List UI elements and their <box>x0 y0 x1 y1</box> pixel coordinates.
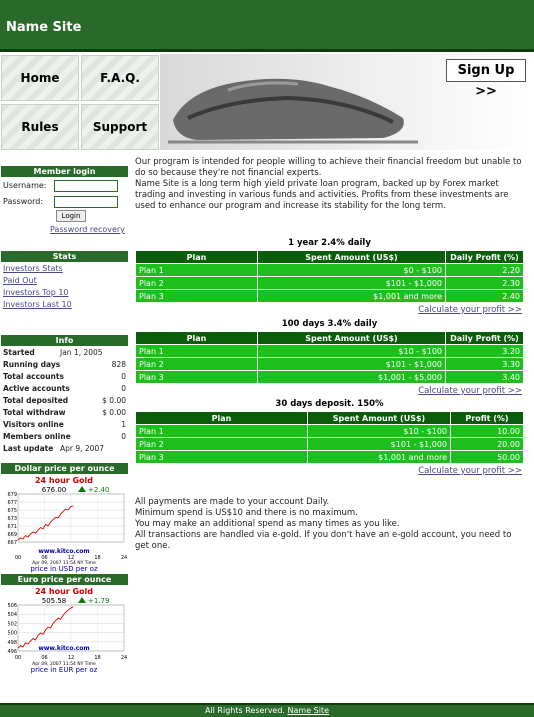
plan-cell: Plan 3 <box>136 290 258 303</box>
password-recovery-link[interactable]: Password recovery <box>50 225 125 234</box>
username-label: Username: <box>3 181 47 190</box>
info-row <box>3 444 126 455</box>
info-value: Jan 1, 2005 <box>60 348 103 357</box>
plan-cell: Plan 2 <box>136 438 308 451</box>
calculate-profit-link[interactable]: Calculate your profit >> <box>418 466 522 476</box>
plan-cell: Plan 1 <box>136 264 258 277</box>
intro-paragraph: Name Site is a long term high yield private loan program, backed up by Forex market trading and investing in various funds and activities. Profits from these investments are used to enhance our program and increase its stability for the long term. <box>135 179 509 211</box>
gold-chart-xtick: 00 <box>14 555 22 561</box>
info-value: $ 0.00 <box>102 408 126 417</box>
intro-paragraph: Our program is intended for people willing to achieve their financial freedom but unable to do so because they're not financial experts. <box>135 157 522 178</box>
footer-text: All Rights Reserved. <box>204 706 285 715</box>
shoe-image <box>168 60 418 146</box>
gold-chart-price: 505.58 <box>41 597 67 605</box>
plan-header-cell: Plan <box>136 412 308 425</box>
footer-site-link[interactable]: Name Site <box>287 706 330 715</box>
plan-cell: 2.30 <box>446 277 524 290</box>
gold-chart-title: 24 hour Gold <box>34 476 94 485</box>
plan-cell: Plan 3 <box>136 451 308 464</box>
plan-table <box>135 331 524 384</box>
plan-cell: $1,001 and more <box>308 451 451 464</box>
plan-cell: 2.40 <box>446 290 524 303</box>
login-button[interactable]: Login <box>56 210 86 222</box>
info-row <box>3 348 126 359</box>
gold-chart-xtick: 12 <box>67 655 75 661</box>
password-input[interactable] <box>54 196 118 208</box>
gold-chart-ytick: 502 <box>7 621 17 628</box>
info-row <box>3 372 126 383</box>
info-value: 0 <box>121 432 126 441</box>
gold-chart-xtick: 06 <box>41 655 48 661</box>
stats-link-top-10[interactable]: Investors Top 10 <box>3 288 69 297</box>
table-row <box>136 438 524 451</box>
info-row <box>3 420 126 431</box>
plan-table-header <box>136 251 524 264</box>
plan-header-cell: Daily Profit (%) <box>446 251 524 264</box>
plan-cell: Plan 2 <box>136 277 258 290</box>
gold-chart-change: +2.40 <box>88 486 110 494</box>
nav-rules-label: Rules <box>21 120 59 134</box>
gold-chart-xtick: 24 <box>120 655 128 661</box>
table-row <box>136 358 524 371</box>
gold-chart-date: Apr 09, 2007 11:54 NY Time <box>32 561 96 566</box>
plan-header-cell: Profit (%) <box>451 412 524 425</box>
gold-chart-change: +1.79 <box>88 597 110 605</box>
signup-button[interactable]: Sign Up >> <box>446 59 526 82</box>
info-heading: Info <box>1 335 128 346</box>
gold-chart-title: 24 hour Gold <box>34 587 94 596</box>
info-label: Active accounts <box>3 384 70 393</box>
plan-title: 1 year 2.4% daily <box>288 238 371 248</box>
nav-home-label: Home <box>20 71 60 85</box>
plan-cell: 3.30 <box>446 358 524 371</box>
gold-chart-plot <box>7 603 127 661</box>
dollar-gold-chart-svg <box>2 476 126 572</box>
gold-chart-xtick: 18 <box>94 555 101 561</box>
info-row <box>3 408 126 419</box>
username-input[interactable] <box>54 180 118 192</box>
info-row <box>3 432 126 443</box>
plan-cell: Plan 2 <box>136 358 258 371</box>
gold-chart-ytick: 498 <box>7 639 17 646</box>
terms-text <box>135 497 527 552</box>
gold-chart-ytick: 506 <box>7 603 17 609</box>
plan-title: 30 days deposit. 150% <box>275 399 384 409</box>
gold-chart-ytick: 500 <box>7 630 17 637</box>
plan-cell: Plan 3 <box>136 371 258 384</box>
info-label: Started <box>3 348 35 357</box>
info-row <box>3 360 126 371</box>
euro-gold-chart <box>2 587 126 683</box>
plan-header-cell: Spent Amount (US$) <box>308 412 451 425</box>
plan-cell: $10 - $100 <box>258 345 446 358</box>
table-row <box>136 264 524 277</box>
plan-title: 100 days 3.4% daily <box>281 319 378 329</box>
nav-home-button[interactable] <box>1 55 79 101</box>
plan-cell: 3.40 <box>446 371 524 384</box>
table-row <box>136 345 524 358</box>
plan-header-cell: Daily Profit (%) <box>446 332 524 345</box>
info-value: 1 <box>121 420 126 429</box>
gold-chart-site: www.kitco.com <box>38 548 90 555</box>
table-row <box>136 290 524 303</box>
euro-gold-chart-svg <box>2 587 126 683</box>
site-title: Name Site <box>6 20 82 35</box>
plan-header-cell: Plan <box>136 332 258 345</box>
info-value: $ 0.00 <box>102 396 126 405</box>
stats-link-last-10[interactable]: Investors Last 10 <box>3 300 72 309</box>
nav-support-label: Support <box>92 120 148 134</box>
calculate-profit-link[interactable]: Calculate your profit >> <box>418 305 522 315</box>
plan-cell: $101 - $1,000 <box>308 438 451 451</box>
nav-faq-button[interactable] <box>81 55 159 101</box>
plan-cell: Plan 1 <box>136 345 258 358</box>
info-label: Total withdraw <box>3 408 66 417</box>
gold-chart-ytick: 667 <box>7 540 17 546</box>
intro-text <box>135 157 527 212</box>
dollar-gold-chart <box>2 476 126 572</box>
gold-chart-ytick: 675 <box>7 508 17 514</box>
plan-cell: $101 - $1,000 <box>258 277 446 290</box>
site-footer <box>0 703 534 717</box>
plan-header-cell: Spent Amount (US$) <box>258 332 446 345</box>
table-row <box>136 371 524 384</box>
plan-cell: $0 - $100 <box>258 264 446 277</box>
gold-chart-ytick: 496 <box>7 649 17 655</box>
table-row <box>136 451 524 464</box>
plan-cell: $1,001 - $5,000 <box>258 371 446 384</box>
euro-price-heading: Euro price per ounce <box>1 574 128 585</box>
password-label: Password: <box>3 197 44 206</box>
terms-line: You may make an additional spend as many times as you like. <box>135 519 400 529</box>
info-value: 828 <box>111 360 126 369</box>
plan-cell: 50.00 <box>451 451 524 464</box>
info-label: Last update <box>3 444 54 453</box>
info-value: Apr 9, 2007 <box>60 444 104 453</box>
info-value: 0 <box>121 372 126 381</box>
gold-chart-ytick: 504 <box>7 612 17 619</box>
stats-link-investors-stats[interactable]: Investors Stats <box>3 264 63 273</box>
gold-chart-ytick: 679 <box>7 492 17 498</box>
plan-cell: 20.00 <box>451 438 524 451</box>
plan-cell: 2.20 <box>446 264 524 277</box>
calculate-profit-link[interactable]: Calculate your profit >> <box>418 386 522 396</box>
info-row <box>3 396 126 407</box>
plan-cell: $101 - $1,000 <box>258 358 446 371</box>
gold-chart-xtick: 06 <box>41 555 48 561</box>
plan-cell: $10 - $100 <box>308 425 451 438</box>
nav-support-button[interactable] <box>81 104 159 150</box>
stats-heading: Stats <box>1 251 128 262</box>
gold-chart-caption: price in USD per oz <box>30 565 98 573</box>
plan-cell: 10.00 <box>451 425 524 438</box>
info-label: Total accounts <box>3 372 64 381</box>
nav-faq-label: F.A.Q. <box>100 71 140 85</box>
nav-rules-button[interactable] <box>1 104 79 150</box>
dollar-price-heading: Dollar price per ounce <box>1 463 128 474</box>
gold-chart-site: www.kitco.com <box>38 645 90 652</box>
plan-cell: 3.20 <box>446 345 524 358</box>
terms-line: Minimum spend is US$10 and there is no maximum. <box>135 508 358 518</box>
gold-chart-caption: price in EUR per oz <box>30 666 98 674</box>
plan-header-cell: Spent Amount (US$) <box>258 251 446 264</box>
gold-chart-ytick: 671 <box>7 524 17 530</box>
gold-chart-xtick: 18 <box>94 655 101 661</box>
gold-chart-xtick: 24 <box>120 555 128 561</box>
site-header <box>0 0 534 52</box>
terms-line: All transactions are handled via e-gold. If you don't have an e-gold account, you need to get one. <box>135 530 512 551</box>
gold-chart-xtick: 12 <box>67 555 75 561</box>
stats-link-paid-out[interactable]: Paid Out <box>3 276 37 285</box>
plan-table-header <box>136 412 524 425</box>
info-label: Members online <box>3 432 71 441</box>
gold-chart-date: Apr 09, 2007 11:54 NY Time <box>32 662 96 667</box>
info-label: Running days <box>3 360 61 369</box>
gold-chart-ytick: 669 <box>7 532 17 538</box>
member-login-heading: Member login <box>1 166 128 177</box>
plan-table-header <box>136 332 524 345</box>
info-label: Visitors online <box>3 420 64 429</box>
terms-line: All payments are made to your account Daily. <box>135 497 330 507</box>
plan-cell: Plan 1 <box>136 425 308 438</box>
info-label: Total deposited <box>3 396 69 405</box>
plan-cell: $1,001 and more <box>258 290 446 303</box>
up-arrow-icon <box>78 486 86 492</box>
table-row <box>136 425 524 438</box>
gold-chart-ytick: 673 <box>7 516 17 522</box>
plan-table <box>135 250 524 303</box>
info-row <box>3 384 126 395</box>
gold-chart-xtick: 00 <box>14 655 22 661</box>
up-arrow-icon <box>78 597 86 603</box>
gold-chart-ytick: 677 <box>7 500 17 506</box>
info-value: 0 <box>121 384 126 393</box>
plan-header-cell: Plan <box>136 251 258 264</box>
plan-table <box>135 411 524 464</box>
table-row <box>136 277 524 290</box>
gold-chart-price: 676.00 <box>41 486 67 494</box>
